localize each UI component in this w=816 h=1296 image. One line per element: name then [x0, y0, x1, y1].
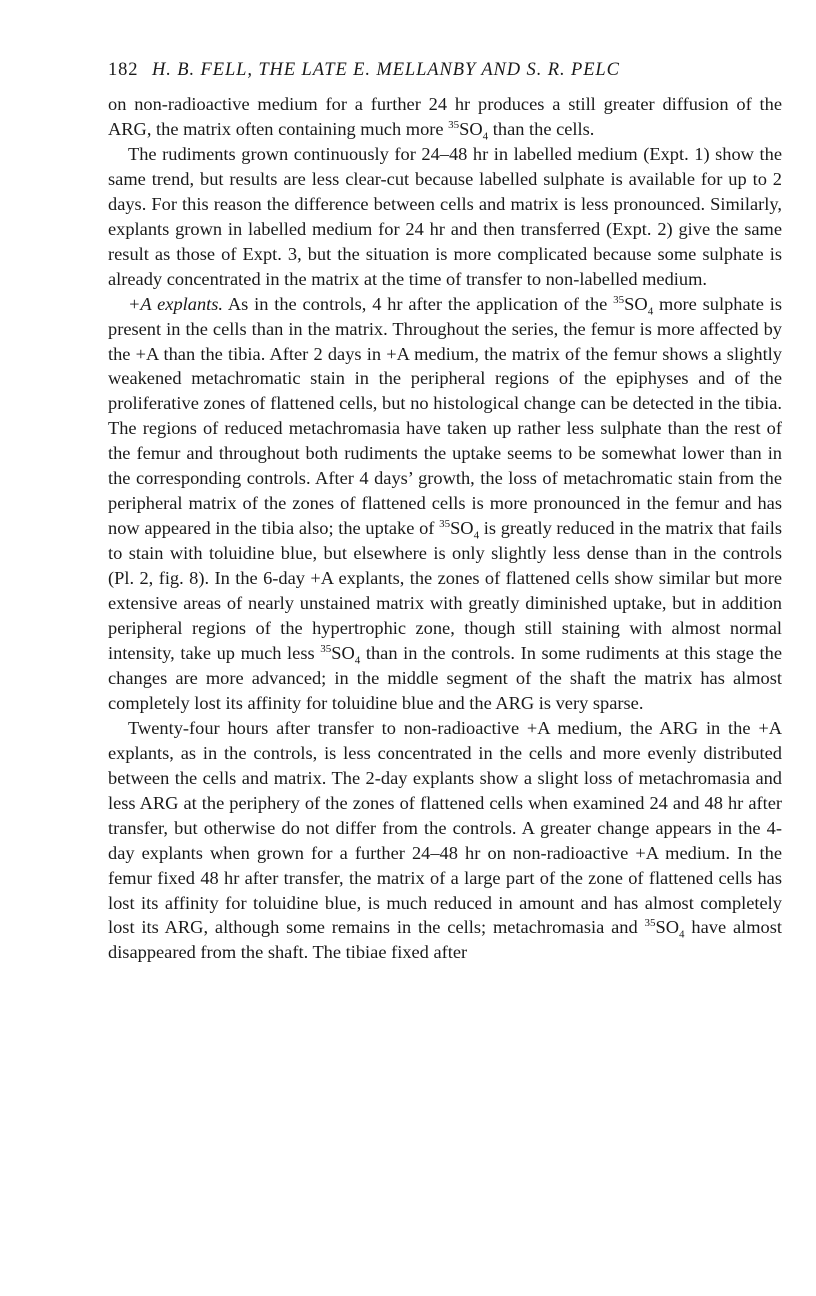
section-heading-plus-a-explants: +A explants.: [128, 293, 224, 314]
isotope-label: $^{35}SO_4$: [448, 118, 489, 143]
paragraph-1-text: on non-radioactive medium for a further 24 hr produces a still greater diffusion of the ARG, the matrix often containing much more: [108, 94, 782, 139]
running-head-authors: H. B. FELL, THE LATE E. MELLANBY AND S. R. PELC: [151, 60, 620, 80]
running-head: [108, 56, 782, 84]
paragraph-1-text-end: than the cells.: [488, 118, 595, 139]
page: [108, 56, 782, 965]
paragraph-2: The rudiments grown continuously for 24–48 hr in labelled medium (Expt. 1) show the same trend, but results are less clear-cut because labelled sulphate is available for up to 2 days. For this reason the difference between cells and matrix is less pronounced. Similarly, explants grown in labelled medium for 24 hr and then transferred (Expt. 2) give the same result as those of Expt. 3, but the situation is more complicated because some sulphate is already concentrated in the matrix at the time of transfer to non-labelled medium.: [108, 143, 782, 289]
isotope-label: $^{35}SO_4$: [439, 518, 480, 542]
page-number: 182: [108, 60, 139, 80]
isotope-label: $^{35}SO_4$: [644, 917, 685, 942]
paragraph-1: [108, 92, 782, 142]
isotope-label: $^{35}SO_4$: [613, 293, 654, 318]
isotope-label: $^{35}SO_4$: [320, 642, 361, 667]
paragraph-3: +A explants. As in the controls, 4 hr after the application of the $^{35}SO_4$ more sulphate is present in the cells than in the matrix. Throughout the series, the femur is more affected by the +A than the tibia. After 2 days in +A medium, the matrix of the femur shows a slightly weakened metachromatic stain in the peripheral regions of the epiphyses and of the proliferative zones of flattened cells, but no histological change can be detected in the tibia. The regions of reduced metachromasia have taken up rather less sulphate than the rest of the femur and throughout both rudiments the uptake seems to be somewhat lower than in the corresponding controls. After 4 days’ growth, the loss of metachromatic stain from the peripheral matrix of the zones of flattened cells is more pronounced in the femur and has now appeared in the tibia also; the uptake of $^{35}SO_4$ is greatly reduced in the matrix that fails to stain with toluidine blue, but elsewhere is only slightly less dense than in the controls (Pl. 2, fig. 8). In the 6-day +A explants, the zones of flattened cells show similar but more extensive areas of nearly unstained matrix with greatly diminished uptake, but in addition peripheral regions of the hypertrophic zone, though still staining with almost normal intensity, take up much less $^{35}SO_4$ than in the controls. In some rudiments at this stage the changes are more advanced; in the middle segment of the shaft the matrix has almost completely lost its affinity for toluidine blue and the ARG is very sparse.: [108, 293, 783, 713]
paragraph-4: Twenty-four hours after transfer to non-radioactive +A medium, the ARG in the +A explants, as in the controls, is less concentrated in the cells and more evenly distributed between the cells and matrix. The 2-day explants show a slight loss of metachromasia and less ARG at the periphery of the zones of flattened cells when examined 24 and 48 hr after transfer, but otherwise do not differ from the controls. A greater change appears in the 4-day explants when grown for a further 24–48 hr on non-radioactive +A medium. In the femur fixed 48 hr after transfer, the matrix of a large part of the zone of flattened cells has lost its affinity for toluidine blue, is much reduced in amount and has almost completely lost its ARG, although some remains in the cells; metachromasia and $^{35}SO_4$ have almost disappeared from the shaft. The tibiae fixed after: [108, 717, 782, 963]
